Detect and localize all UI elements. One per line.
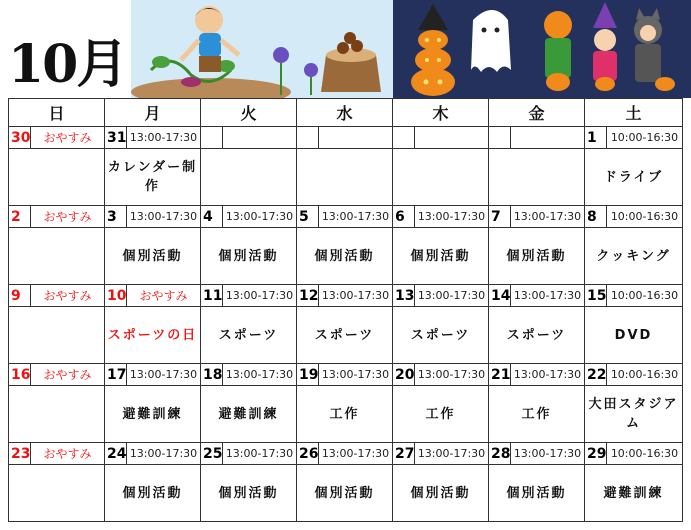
day-number: 3 [105,206,127,227]
day-number [297,127,319,148]
open-hours: 10:00-16:30 [610,131,679,144]
day-number: 8 [585,206,607,227]
date-row [9,285,683,307]
day-number: 31 [105,127,127,148]
open-hours: 13:00-17:30 [513,447,582,460]
day-number: 15 [585,285,607,306]
day-cell [9,443,105,465]
activity-cell: 個別活動 [201,228,297,285]
day-cell [9,285,105,307]
activity-cell: 避難訓練 [105,386,201,443]
day-cell [297,206,393,228]
activity-cell [9,386,105,443]
day-number [489,127,511,148]
activity-cell: スポーツ [489,307,585,364]
activity-cell: カレンダー制作 [105,149,201,206]
day-cell [105,285,201,307]
day-cell [201,127,297,149]
activity-row [9,465,683,522]
day-number: 12 [297,285,319,306]
calendar-grid [8,98,683,522]
activity-row [9,149,683,206]
activity-cell: 個別活動 [201,465,297,522]
activity-cell: スポーツ [201,307,297,364]
open-hours: 13:00-17:30 [417,447,486,460]
activity-cell [489,149,585,206]
day-number: 30 [9,127,31,148]
holiday-note: おやすみ [43,368,92,382]
activity-cell: 工作 [297,386,393,443]
open-hours: 10:00-16:30 [610,289,679,302]
day-cell [585,206,683,228]
weekday-wed: 水 [297,99,393,127]
calendar-header [0,0,691,98]
day-cell [9,364,105,386]
open-hours: 13:00-17:30 [417,210,486,223]
day-cell [297,285,393,307]
day-number: 24 [105,443,127,464]
activity-row [9,307,683,364]
day-number: 2 [9,206,31,227]
day-cell [9,127,105,149]
day-cell [393,364,489,386]
day-number: 7 [489,206,511,227]
day-number: 26 [297,443,319,464]
month-title: 10月 [8,34,127,95]
activity-cell: クッキング [585,228,683,285]
holiday-note: おやすみ [43,289,92,303]
open-hours: 13:00-17:30 [321,289,390,302]
holiday-note: おやすみ [139,289,188,303]
day-number: 1 [585,127,607,148]
day-number [201,127,223,148]
open-hours: 13:00-17:30 [321,447,390,460]
activity-cell: 個別活動 [393,465,489,522]
weekday-sun: 日 [9,99,105,127]
day-number: 27 [393,443,415,464]
activity-cell [393,149,489,206]
day-number: 14 [489,285,511,306]
activity-cell [9,465,105,522]
day-number: 17 [105,364,127,385]
day-number: 16 [9,364,31,385]
day-cell [105,443,201,465]
day-cell [489,285,585,307]
day-cell [297,127,393,149]
day-cell [393,443,489,465]
day-number: 19 [297,364,319,385]
activity-cell: 個別活動 [105,228,201,285]
day-cell [105,127,201,149]
day-cell [201,443,297,465]
holiday-note: おやすみ [43,447,92,461]
day-cell [585,285,683,307]
activity-cell: 個別活動 [297,465,393,522]
activity-cell: スポーツ [297,307,393,364]
day-cell [105,364,201,386]
activity-cell: 個別活動 [489,228,585,285]
open-hours: 10:00-16:30 [610,210,679,223]
day-cell [585,443,683,465]
date-row [9,364,683,386]
weekday-mon: 月 [105,99,201,127]
open-hours: 13:00-17:30 [513,210,582,223]
day-number: 10 [105,285,127,306]
halloween-illustration [393,0,691,98]
weekday-header-row [9,99,683,127]
day-cell [297,443,393,465]
weekday-sat: 土 [585,99,683,127]
activity-cell [201,149,297,206]
weekday-fri: 金 [489,99,585,127]
activity-cell: スポーツの日 [105,307,201,364]
activity-cell: 避難訓練 [201,386,297,443]
day-cell [393,127,489,149]
open-hours: 13:00-17:30 [225,210,294,223]
activity-cell: 工作 [489,386,585,443]
open-hours: 10:00-16:30 [610,368,679,381]
activity-row [9,386,683,443]
holiday-note: おやすみ [43,131,92,145]
open-hours: 13:00-17:30 [417,289,486,302]
open-hours: 13:00-17:30 [129,210,198,223]
day-number: 13 [393,285,415,306]
day-number: 4 [201,206,223,227]
day-cell [9,206,105,228]
day-number: 5 [297,206,319,227]
date-row [9,127,683,149]
day-number: 29 [585,443,607,464]
day-cell [489,127,585,149]
open-hours: 13:00-17:30 [129,131,198,144]
day-number: 25 [201,443,223,464]
activity-cell [9,149,105,206]
open-hours: 13:00-17:30 [129,447,198,460]
day-number [393,127,415,148]
activity-cell: 避難訓練 [585,465,683,522]
day-cell [489,364,585,386]
open-hours: 13:00-17:30 [321,210,390,223]
day-cell [489,206,585,228]
day-cell [201,364,297,386]
day-number: 23 [9,443,31,464]
autumn-illustration [131,0,393,98]
activity-cell: 個別活動 [105,465,201,522]
open-hours: 13:00-17:30 [129,368,198,381]
day-cell [585,127,683,149]
activity-cell [9,228,105,285]
day-number: 6 [393,206,415,227]
day-number: 20 [393,364,415,385]
day-cell [393,206,489,228]
open-hours: 13:00-17:30 [417,368,486,381]
day-cell [201,206,297,228]
activity-cell: 個別活動 [393,228,489,285]
open-hours: 13:00-17:30 [321,368,390,381]
open-hours: 13:00-17:30 [225,447,294,460]
activity-cell [297,149,393,206]
open-hours: 13:00-17:30 [513,289,582,302]
day-cell [297,364,393,386]
weekday-thu: 木 [393,99,489,127]
holiday-note: おやすみ [43,210,92,224]
activity-row [9,228,683,285]
day-number: 22 [585,364,607,385]
weekday-tue: 火 [201,99,297,127]
day-cell [201,285,297,307]
day-cell [105,206,201,228]
open-hours: 13:00-17:30 [225,368,294,381]
activity-cell: DVD [585,307,683,364]
open-hours: 10:00-16:30 [610,447,679,460]
day-number: 11 [201,285,223,306]
day-cell [489,443,585,465]
day-number: 9 [9,285,31,306]
activity-cell: 個別活動 [489,465,585,522]
open-hours: 13:00-17:30 [225,289,294,302]
date-row [9,206,683,228]
day-number: 28 [489,443,511,464]
activity-cell [9,307,105,364]
activity-cell: ドライブ [585,149,683,206]
day-cell [585,364,683,386]
activity-cell: スポーツ [393,307,489,364]
activity-cell: 大田スタジアム [585,386,683,443]
activity-cell: 個別活動 [297,228,393,285]
day-number: 18 [201,364,223,385]
day-number: 21 [489,364,511,385]
open-hours: 13:00-17:30 [513,368,582,381]
date-row [9,443,683,465]
day-cell [393,285,489,307]
activity-cell: 工作 [393,386,489,443]
